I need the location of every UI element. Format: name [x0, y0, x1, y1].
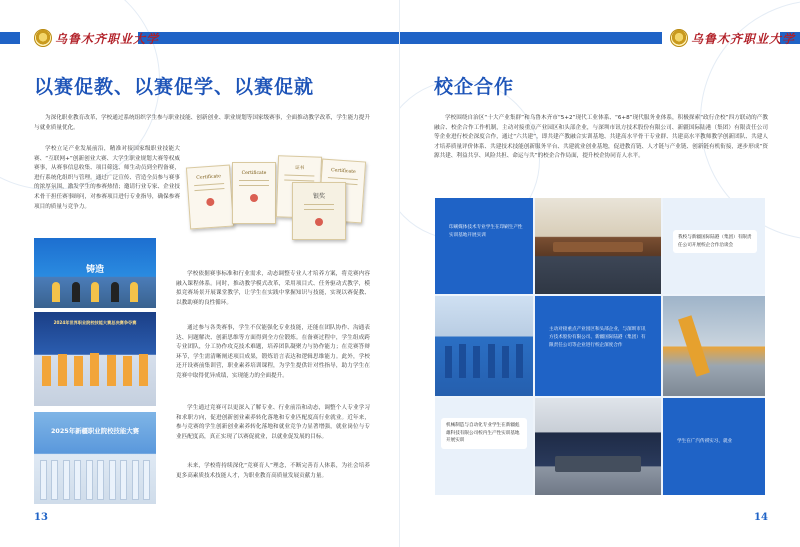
- page-number: 13: [34, 512, 48, 523]
- caption-panel: [535, 296, 661, 396]
- school-name: 乌鲁木齐职业大学: [691, 31, 796, 46]
- certificate: Certificate: [318, 159, 366, 224]
- caption-panel: [663, 398, 765, 495]
- intro-paragraph: 学校围绕自治区“十大产业集群”和乌鲁木齐市“5+2”现代工业体系、“6+8”现代服务业体系，积极探索“政行企校”四方联动的产教融合、校企合作工作机制，主动对接重点产业园区和头部企业，与深圳市讯方技术股份有限公司、新疆国际陆港（集团）有限责任公司等企业进行校企深度合作，通过“六共建”，即共建产教融合实训基地、共建高水平骨干专业群、共建高水平教师教学创新团队、共建人才培养质量评价体系、共建技术技能创新服务平台、共建就业创业基地，促进教育链、人才链与产业链、创新链有机衔接，逐步形成“资源共建、利益共享、风险共担、命运与共”的校企合作局面，提升校企协同育人水平。: [434, 115, 768, 160]
- page-title: 以赛促教、以赛促学、以赛促就: [34, 76, 315, 98]
- workshop-photo: [535, 398, 661, 495]
- body-paragraph: 未来，学校将持续深化“竞赛育人”理念，不断完善育人体系，为社会培养更多高素质技术技能人才，为职业教育高质量发展贡献力量。: [176, 463, 370, 479]
- caption-text: 印刷媒体技术专业学生在印刷生产性实训基地开展实训: [449, 225, 523, 238]
- school-logo: [34, 28, 159, 48]
- header-bar: [0, 32, 20, 44]
- factory-photo: [663, 296, 765, 396]
- header-bar: [138, 32, 400, 44]
- competition-team-photo: [34, 238, 156, 308]
- banner-text: 铸造: [85, 265, 104, 275]
- school-name: 乌鲁木齐职业大学: [55, 31, 160, 46]
- caption-box: 我校与新疆国际陆港（集团）有限责任公司开展校企合作洽谈会: [673, 230, 757, 253]
- intro-paragraph: 为深化职业教育改革，学校通过系统组织学生参与职业技能、创新创业、职业规划等国家级赛事，全面推动教学改革，学生能力提升与就业质量优化。: [34, 115, 370, 131]
- caption-panel: [435, 398, 533, 495]
- certificate: Certificate: [232, 162, 276, 224]
- body-paragraph: 学校立足产业发展前沿，精准对接国家级职业技能大赛、“互联网+”创新创业大赛、大学生职业规划大赛等权威赛事，从赛事信息收集、项目筛选、师生动员到全程备赛，进行系统化组织与管理。通过广泛宣传、营造全员参与赛事的浓厚氛围，激发学生的参赛热情；邀请行业专家、企业技术骨干担任赛事顾问，对参赛项目进行专业指导，确保参赛项目的质量与竞争力。: [34, 146, 180, 210]
- school-logo: [670, 28, 795, 48]
- certificates-photo: [182, 152, 374, 242]
- caption-text: 学生在广汽传祺实习、就业: [677, 439, 733, 444]
- banner-text: 2024年世界职业院校技能大赛总决赛争夺赛: [53, 320, 137, 325]
- header-bar: [400, 32, 662, 44]
- caption-panel: [663, 198, 765, 294]
- certificate: 证书: [276, 155, 322, 218]
- body-paragraph: 学校依据赛事标准和行业需求，动态调整专业人才培养方案，将竞赛内容融入课程体系。同时，推动教学模式改革，采用项目式、任务驱动式教学，模拟竞赛场景开展课堂教学，让学生在实践中掌握知识与技能，实现以赛促教、以教助赛的良性循环。: [176, 271, 370, 306]
- caption-box: 机械制造与自动化专业学生在新疆彪雄科技有限公司校内生产性实训基地开展实训: [441, 418, 527, 449]
- meeting-photo: [535, 198, 661, 294]
- body-paragraph: 学生通过竞赛可以更深入了解专业、行业前沿和动态，调整个人专业学习和求职方向，促进创新创业素养转化落地和专业匹配度高行业就业。近年来，参与竞赛的学生创新创业素养转化落地和就业竞争力显著增强，就业岗位与专业匹配度高，真正实现了以赛促就业，以就业促发展的目标。: [176, 405, 370, 440]
- certificate: 银奖: [292, 182, 346, 240]
- cooperation-collage: [435, 198, 765, 495]
- right-page: [400, 0, 800, 547]
- xinjiang-competition-photo: [34, 412, 156, 504]
- caption-text: 主动对接重点产业园区和头部企业，与深圳市讯方技术股份有限公司、新疆国际陆港（集团）有限责任公司等企业进行校企深度合作: [549, 327, 646, 348]
- school-emblem-icon: [670, 29, 688, 47]
- page-title: 校企合作: [434, 76, 515, 98]
- banner-text: 2025年新疆职业院校技能大赛: [50, 427, 140, 435]
- page-number: 14: [754, 512, 768, 523]
- school-emblem-icon: [34, 29, 52, 47]
- certificate: Certificate: [186, 165, 234, 230]
- training-photo: [435, 296, 533, 396]
- body-paragraph: 通过参与各类赛事，学生不仅能强化专业技能，还能在团队协作、沟通表达、问题解决、创新思维等方面得到全方位锻炼。在备赛过程中，学生组成跨专业团队，分工协作攻克技术难题，培养团队凝聚力与协作能力；在竞赛答辩环节，学生需清晰阐述项目成果，锻炼语言表达和逻辑思维能力。此外，学校还开设赛前集训营，职业素养培训课程，为学生提供针对性指导，助力学生在竞赛中取得优异成绩，实现能力的全面提升。: [176, 325, 370, 379]
- world-competition-photo: [34, 312, 156, 406]
- caption-panel: [435, 198, 533, 294]
